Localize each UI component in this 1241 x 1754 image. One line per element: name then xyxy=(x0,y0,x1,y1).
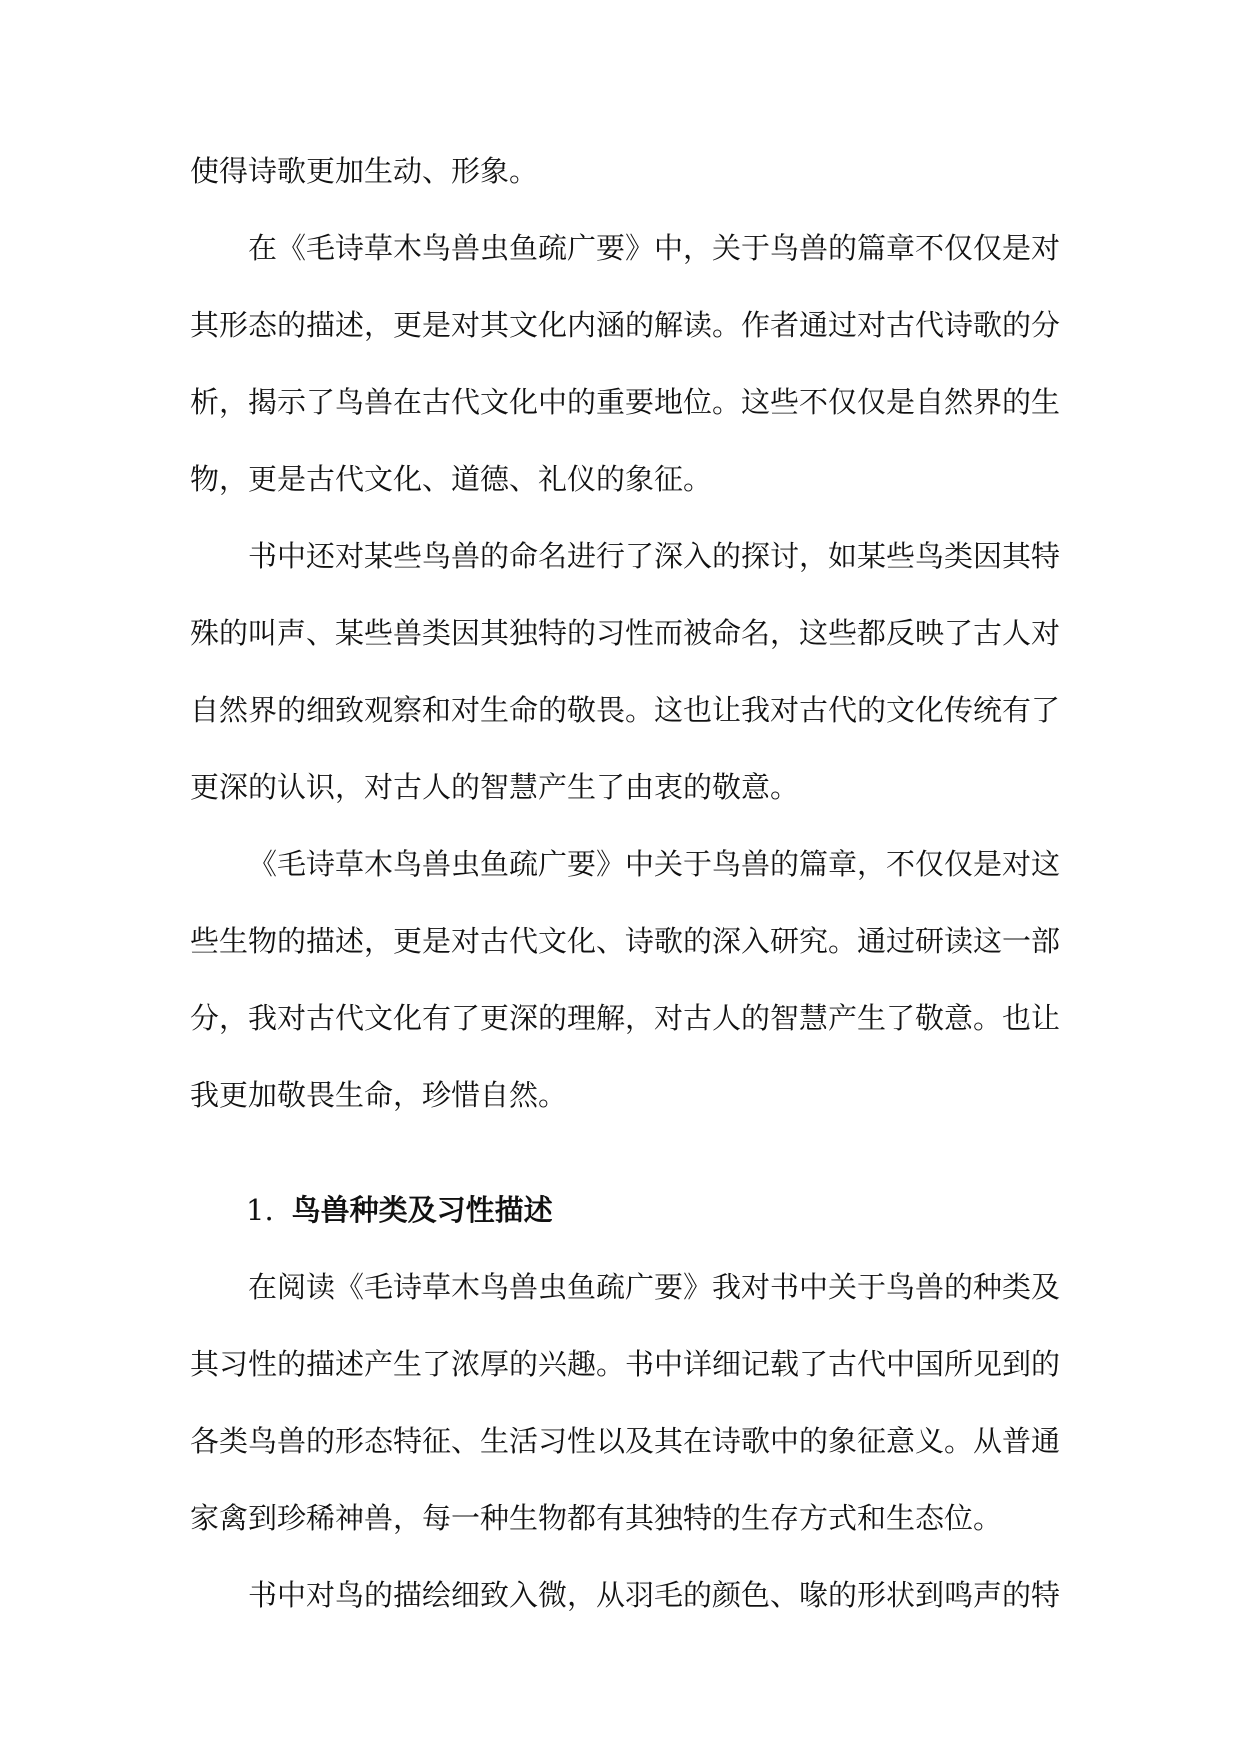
paragraph-continuation: 使得诗歌更加生动、形象。 xyxy=(190,154,539,188)
document-body xyxy=(190,133,1060,1634)
section-number: 1. xyxy=(246,1193,274,1227)
paragraph-truncated: 书中对鸟的描绘细致入微，从羽毛的颜色、喙的形状到鸣声的特 xyxy=(248,1578,1061,1612)
paragraph: 在《毛诗草木鸟兽虫鱼疏广要》中，关于鸟兽的篇章不仅仅是对其形态的描述，更是对其文化内涵的解读。作者通过对古代诗歌的分析，揭示了鸟兽在古代文化中的重要地位。这些不仅仅是自然界的生物，更是古代文化、道德、礼仪的象征。 xyxy=(190,231,1061,496)
paragraph: 书中还对某些鸟兽的命名进行了深入的探讨，如某些鸟类因其特殊的叫声、某些兽类因其独特的习性而被命名，这些都反映了古人对自然界的细致观察和对生命的敬畏。这也让我对古代的文化传统有了更深的认识，对古人的智慧产生了由衷的敬意。 xyxy=(190,539,1061,804)
section-heading xyxy=(190,1172,1060,1249)
paragraph: 在阅读《毛诗草木鸟兽虫鱼疏广要》我对书中关于鸟兽的种类及其习性的描述产生了浓厚的兴趣。书中详细记载了古代中国所见到的各类鸟兽的形态特征、生活习性以及其在诗歌中的象征意义。从普通家禽到珍稀神兽，每一种生物都有其独特的生存方式和生态位。 xyxy=(190,1270,1061,1535)
paragraph: 《毛诗草木鸟兽虫鱼疏广要》中关于鸟兽的篇章，不仅仅是对这些生物的描述，更是对古代文化、诗歌的深入研究。通过研读这一部分，我对古代文化有了更深的理解，对古人的智慧产生了敬意。也让我更加敬畏生命，珍惜自然。 xyxy=(190,847,1061,1112)
section-title: 鸟兽种类及习性描述 xyxy=(291,1193,553,1227)
